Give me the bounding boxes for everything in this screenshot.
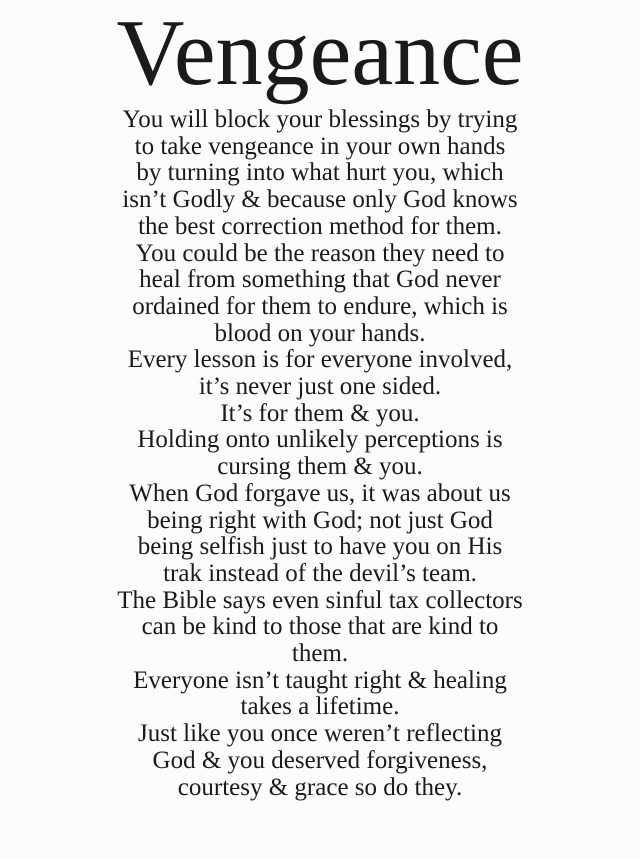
text-line: It’s for them & you.: [220, 399, 420, 427]
text-line: them.: [291, 640, 349, 668]
text-line: Every lesson is for everyone involved,: [127, 346, 513, 374]
text-line: courtesy & grace so do they.: [177, 773, 463, 801]
text-line: cursing them & you.: [217, 453, 423, 481]
text-line: heal from something that God never: [139, 266, 501, 294]
quote-body: [0, 107, 640, 801]
text-line: The Bible says even sinful tax collectors: [117, 586, 523, 614]
text-line: by turning into what hurt you, which: [136, 159, 504, 187]
text-line: being selfish just to have you on His: [137, 533, 503, 561]
text-line: blood on your hands.: [214, 319, 426, 347]
text-line: You will block your blessings by trying: [122, 106, 518, 133]
text-line: trak instead of the devil’s team.: [163, 559, 477, 587]
text-line: You could be the reason they need to: [135, 239, 505, 267]
text-line: When God forgave us, it was about us: [129, 479, 511, 507]
text-line: it’s never just one sided.: [198, 373, 442, 401]
text-line: ordained for them to endure, which is: [132, 292, 508, 320]
page-title: Vengeance: [116, 1, 524, 105]
text-line: being right with God; not just God: [147, 506, 493, 534]
text-line: takes a lifetime.: [240, 693, 400, 721]
text-line: God & you deserved forgiveness,: [152, 746, 488, 774]
text-line: isn’t Godly & because only God knows: [122, 186, 518, 214]
text-line: to take vengeance in your own hands: [134, 132, 506, 160]
text-line: the best correction method for them.: [138, 212, 502, 240]
text-line: Holding onto unlikely perceptions is: [137, 426, 503, 454]
text-line: Just like you once weren’t reflecting: [137, 720, 502, 748]
text-line: can be kind to those that are kind to: [141, 613, 499, 641]
text-line: Everyone isn’t taught right & healing: [133, 666, 507, 694]
